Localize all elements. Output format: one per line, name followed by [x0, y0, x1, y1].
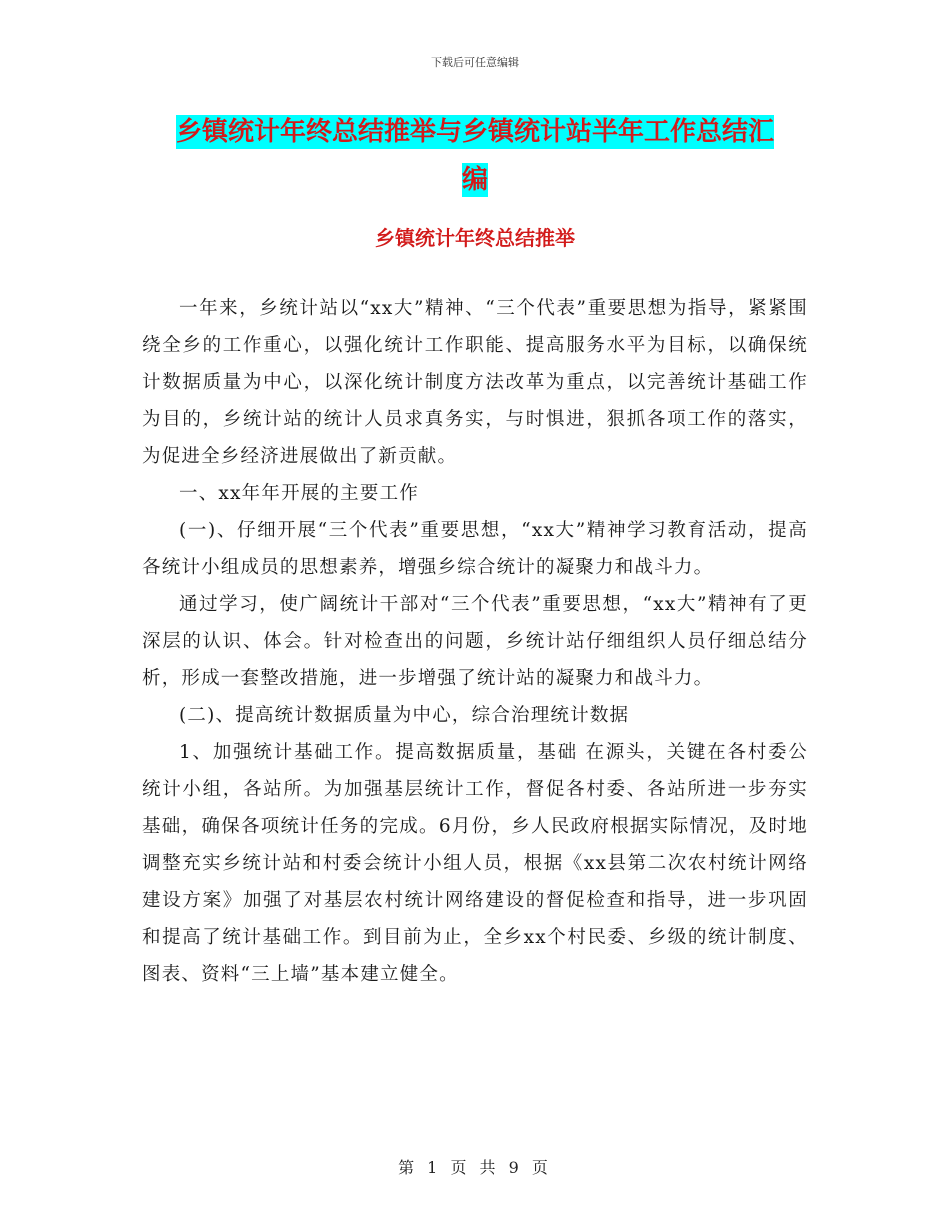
paragraph: 一、xx年年开展的主要工作: [179, 483, 419, 504]
section-title: 乡镇统计年终总结推举: [375, 226, 575, 250]
paragraph: 1、加强统计基础工作。提高数据质量，基础 在源头，关键在各村委公统计小组，各站所。为加强基层统计工作，督促各村委、各站所进一步夯实基础，确保各项统计任务的完成。6月份，乡人民政府根据实际情况，及时地调整充实乡统计站和村委会统计小组人员，根据《xx县第二次农村统计网络建设方案》加强了对基层农村统计网络建设的督促检查和指导，进一步巩固和提高了统计基础工作。到目前为止，全乡xx个村民委、乡级的统计制度、图表、资料“三上墙”基本建立健全。: [142, 742, 808, 985]
title-line-1: 乡镇统计年终总结推举与乡镇统计站半年工作总结汇: [175, 117, 774, 147]
header-note: 下载后可任意编辑: [431, 56, 519, 69]
paragraph: 通过学习，使广阔统计干部对“三个代表”重要思想，“xx大”精神有了更深层的认识、体会。针对检查出的问题，乡统计站仔细组织人员仔细总结分析，形成一套整改措施，进一步增强了统计站的凝聚力和战斗力。: [142, 594, 808, 689]
title-line-2: 编: [461, 165, 488, 195]
document-title: [140, 108, 810, 204]
document-body: [142, 290, 808, 993]
paragraph: (一)、仔细开展“三个代表”重要思想，“xx大”精神学习教育活动，提高各统计小组成员的思想素养，增强乡综合统计的凝聚力和战斗力。: [142, 520, 808, 578]
paragraph: 一年来，乡统计站以“xx大”精神、“三个代表”重要思想为指导，紧紧围绕全乡的工作重心，以强化统计工作职能、提高服务水平为目标，以确保统计数据质量为中心，以深化统计制度方法改革为重点，以完善统计基础工作为目的，乡统计站的统计人员求真务实，与时惧进，狠抓各项工作的落实，为促进全乡经济进展做出了新贡献。: [142, 298, 808, 467]
paragraph: (二)、提高统计数据质量为中心，综合治理统计数据: [179, 705, 630, 726]
page-number: 第 1 页 共 9 页: [398, 1158, 552, 1177]
